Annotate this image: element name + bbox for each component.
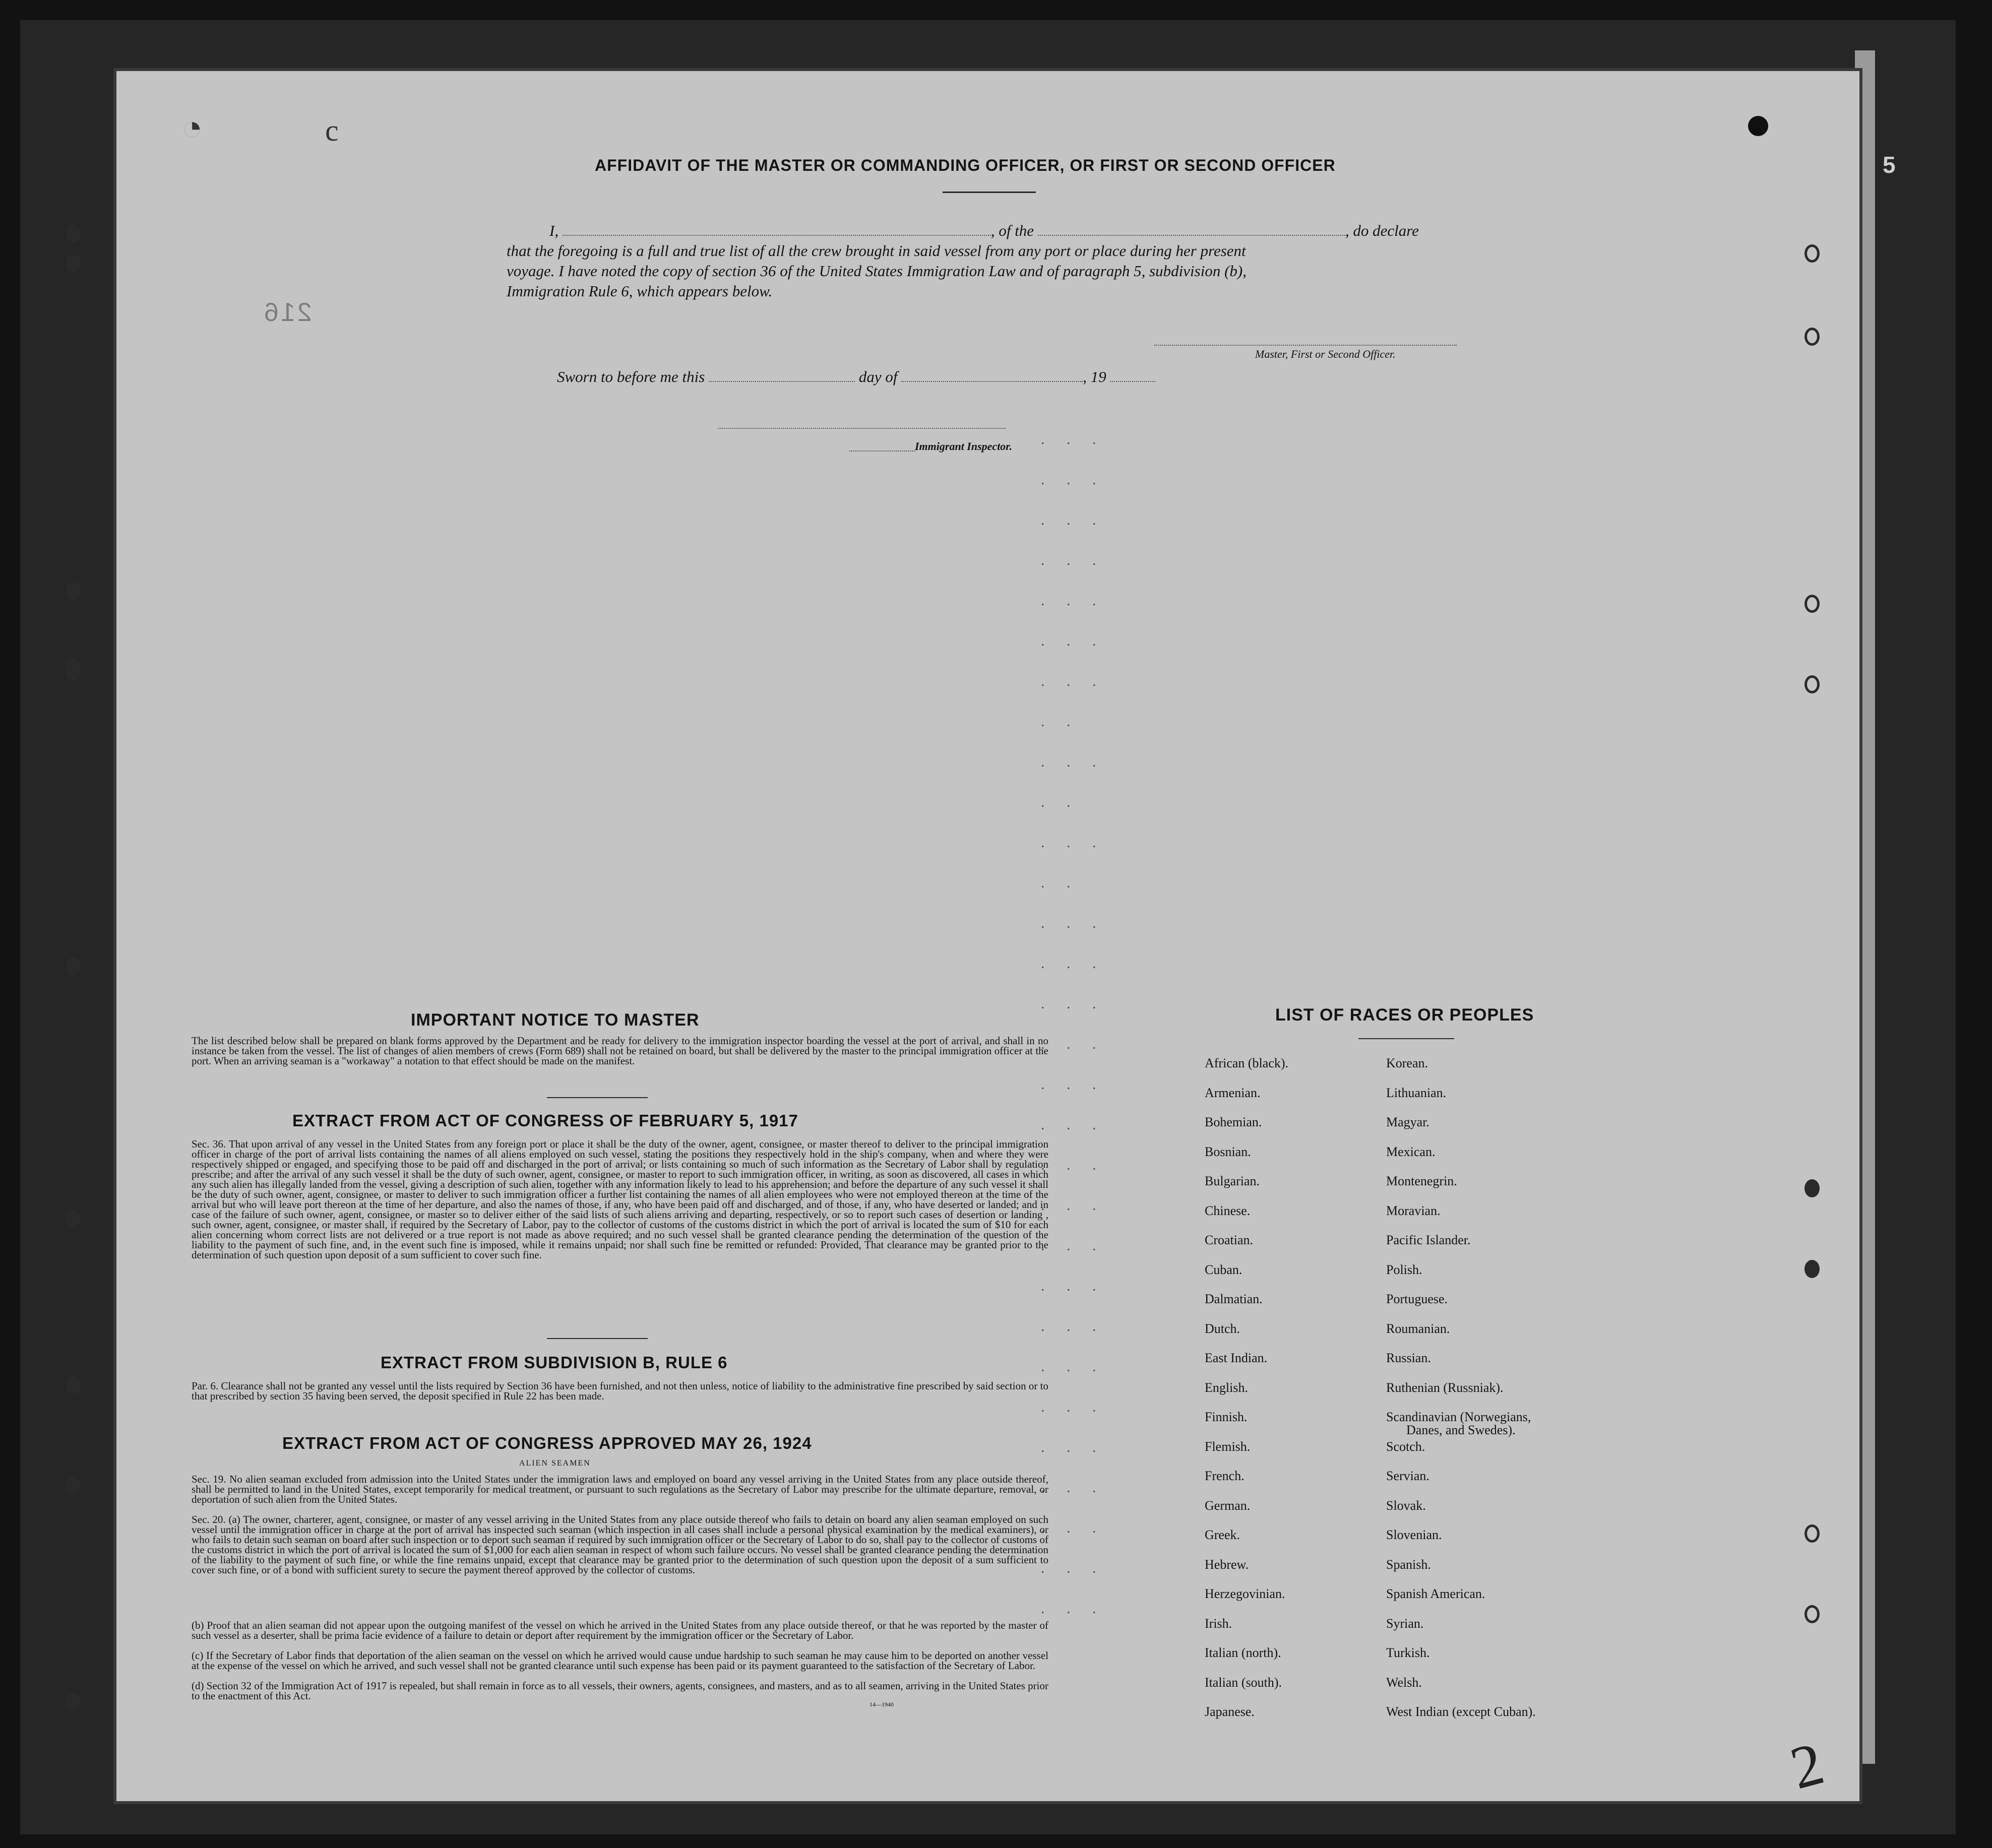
race-item: Flemish. <box>1205 1439 1251 1454</box>
of-the-label: , of the <box>990 222 1034 239</box>
vessel-blank[interactable] <box>1038 223 1345 236</box>
sworn-year-blank[interactable] <box>1110 369 1155 382</box>
race-item: Portuguese. <box>1386 1292 1448 1306</box>
race-item: Spanish. <box>1386 1557 1431 1572</box>
ink-stroke-mark: c <box>325 114 339 147</box>
race-item: African (black). <box>1205 1056 1289 1070</box>
notice-title: IMPORTANT NOTICE TO MASTER <box>411 1010 700 1030</box>
race-item: Armenian. <box>1205 1085 1261 1100</box>
ink-blot-mark: ◔ <box>181 109 203 148</box>
binding-ring <box>1804 244 1820 263</box>
sworn-line <box>557 368 1313 386</box>
corner-number: 5 <box>1883 152 1896 178</box>
extract-1917-text: Sec. 36. That upon arrival of any vessel in the United States from any foreign port or place it shall be the duty of the owner, agent, consignee, or master thereof to deliver to the principal immigration officer in charge of the port of arrival lists containing the names of all aliens employed on such vessel, stating the positions they respectively hold in the ship's company, when and where they were respectively shipped or engaged, and specifying those to be paid off and discharged in the port of arrival; or lists containing so much of such information as the Secretary of Labor shall by regulation prescribe; and after the arrival of any such vessel it shall be the duty of such owner, agent, consignee, or master to report to such immigration officer, in writing, as soon as discovered, all cases in which any such alien has illegally landed from the vessel, giving a description of such alien, together with any information likely to lead to his apprehension; and before the departure of any such vessel it shall be the duty of such owner, agent, consignee, or master to deliver to such immigration officer a further list containing the names of all alien employees who were not employed thereon at the time of the arrival but who will leave port thereon at the time of her departure, and also the names of those, if any, who have been paid off and discharged, and of those, if any, who have deserted or landed; and in case of the failure of such owner, agent, consignee, or master so to deliver either of the said lists of such aliens arriving and departing, respectively, or so to report such cases of desertion or landing , such owner, agent, consignee, or master shall, if required by the Secretary of Labor, pay to the collector of customs of the customs district in which the port of arrival is located the sum of $10 for each alien concerning whom correct lists are not delivered or a true report is not made as above required; and no such vessel shall be granted clearance pending the determination of the question of the liability to the payment of such fine, and, in the event such fine is imposed, while it remains unpaid; nor shall such fine be remitted or refunded: Provided, That clearance may be granted prior to the determination of such question upon deposit of a sum sufficient to cover such fine. <box>192 1138 1048 1261</box>
punch-hole-top-right <box>1748 116 1768 136</box>
race-item: Cuban. <box>1205 1262 1242 1277</box>
declare-label: , do declare <box>1345 222 1419 239</box>
races-title: LIST OF RACES OR PEOPLES <box>1275 1005 1534 1025</box>
mirrored-stamp-number: 216 <box>262 298 312 327</box>
race-item: West Indian (except Cuban). <box>1386 1704 1536 1719</box>
affidavit-line-2: that the foregoing is a full and true list of all the crew brought in said vessel from any port or place during her present <box>507 242 1246 260</box>
binding-hole <box>66 1693 81 1711</box>
race-item: Italian (south). <box>1205 1675 1282 1690</box>
race-item: Moravian. <box>1386 1203 1441 1218</box>
sworn-label: Sworn to before me this <box>557 368 705 386</box>
binding-ring <box>1804 1605 1820 1623</box>
binding-hole <box>66 958 81 976</box>
race-item: French. <box>1205 1469 1244 1483</box>
race-item: Chinese. <box>1205 1203 1251 1218</box>
year-label: , 19 <box>1083 368 1106 386</box>
binding-hole <box>66 1376 81 1394</box>
master-signature-caption: Master, First or Second Officer. <box>1255 348 1396 360</box>
binding-ring <box>1804 1524 1820 1543</box>
affidavit-i-label: I, <box>549 222 559 239</box>
race-item: Ruthenian (Russniak). <box>1386 1380 1504 1395</box>
binding-hole <box>66 1209 81 1228</box>
race-item: Pacific Islander. <box>1386 1233 1471 1247</box>
race-item: Welsh. <box>1386 1675 1422 1690</box>
race-item: Lithuanian. <box>1386 1085 1447 1100</box>
race-item: English. <box>1205 1380 1248 1395</box>
binding-ring <box>1804 595 1820 613</box>
name-blank[interactable] <box>563 223 991 236</box>
sec20d-text: (d) Section 32 of the Immigration Act of 1917 is repealed, but shall remain in force as to all vessels, their owners, agents, consignees, and masters, and as to all seamen, arriving in the United States prior to the enactment of this Act. <box>192 1680 1048 1702</box>
race-item: Slovak. <box>1386 1498 1426 1513</box>
sec19-text: Sec. 19. No alien seaman excluded from admission into the United States under the immigration laws and employed on board any vessel arriving in the United States from any place outside thereof, shall be permitted to land in the United States, except temporarily for medical treatment, or pursuant to such regulations as the Secretary of Labor may prescribe for the ultimate departure, removal, or deportation of such alien from the United States. <box>192 1473 1048 1505</box>
form-number: 14—1940 <box>869 1701 894 1708</box>
sec20a-text: Sec. 20. (a) The owner, charterer, agent, consignee, or master of any vessel arriving in the United States from any place outside thereof who fails to detain on board any alien seaman employed on such vessel until the immigration officer in charge at the port of arrival has inspected such seaman (which inspection in all cases shall include a personal physical examination by the medical examiners), or who fails to detain such seaman on board after such inspection or to deport such seaman if required by such immigration officer or the Secretary of Labor to do so, shall pay to the collector of customs of the customs district in which the port of arrival is located the sum of $1,000 for each alien seaman in respect of whom such failure occurs. No vessel shall be granted clearance pending the determination of the liability to the payment of such fine, or while the fine remains unpaid, except that clearance may be granted prior to the determination of such question upon the deposit of a sum sufficient to cover such fine, or of a bond with sufficient surety to secure the payment thereof approved by the collector of customs. <box>192 1513 1048 1576</box>
sworn-day-blank[interactable] <box>709 369 855 382</box>
binding-hole <box>66 224 81 242</box>
race-item: Japanese. <box>1205 1704 1255 1719</box>
binding-ring <box>1804 675 1820 693</box>
binding-hole <box>66 663 81 681</box>
sec20c-text: (c) If the Secretary of Labor finds that deportation of the alien seaman on the vessel on which he arrived would cause undue hardship to such seaman he may cause him to be deported on another vessel at the expense of the vessel on which he arrived, and such vessel shall not be granted clearance until such expense has been paid or its payment guaranteed to the satisfaction of the Secretary of Labor. <box>192 1649 1048 1672</box>
race-item: Bulgarian. <box>1205 1174 1260 1188</box>
extract-1917-title: EXTRACT FROM ACT OF CONGRESS OF FEBRUARY 5, 1917 <box>292 1111 798 1130</box>
inspector-lead-dots <box>849 438 915 452</box>
race-item: Polish. <box>1386 1262 1422 1277</box>
inspector-caption: Immigrant Inspector. <box>915 440 1013 453</box>
race-item: Servian. <box>1386 1469 1429 1483</box>
notice-text: The list described below shall be prepared on blank forms approved by the Department and be ready for delivery to the immigration inspector boarding the vessel at the port of arrival, and shall in no instance be taken from the vessel. The list of changes of alien members of crews (Form 689) shall not be retained on board, but shall be delivered by the master to the principal immigration officer at the port. When an arriving seaman is a "workaway" a notation to that effect should be made on the manifest. <box>192 1035 1048 1067</box>
inspector-signature-line[interactable] <box>718 416 1006 429</box>
extract-rule6-title: EXTRACT FROM SUBDIVISION B, RULE 6 <box>381 1353 728 1372</box>
master-signature-line[interactable] <box>1154 333 1457 346</box>
race-item: Russian. <box>1386 1351 1431 1365</box>
race-item: Finnish. <box>1205 1410 1248 1424</box>
extract-rule6-text: Par. 6. Clearance shall not be granted any vessel until the lists required by Section 36 have been furnished, and not then unless, notice of liability to the administrative fine prescribed by said section or to that prescribed by section 35 having been served, the deposit specified in Rule 22 has been made. <box>192 1380 1048 1402</box>
race-item: Montenegrin. <box>1386 1174 1457 1188</box>
affidavit-line-4: Immigration Rule 6, which appears below. <box>507 282 773 300</box>
binding-ring <box>1804 328 1820 346</box>
affidavit-line-3: voyage. I have noted the copy of section 36 of the United States Immigration Law and of paragraph 5, subdivision (b), <box>507 262 1247 280</box>
race-item: Greek. <box>1205 1527 1240 1542</box>
document-page <box>113 68 1862 1804</box>
race-item: Hebrew. <box>1205 1557 1249 1572</box>
affidavit-title: AFFIDAVIT OF THE MASTER OR COMMANDING OFFICER, OR FIRST OR SECOND OFFICER <box>595 156 1336 174</box>
binding-hole <box>66 1477 81 1495</box>
section-rule <box>547 1097 648 1098</box>
affidavit-line-1 <box>549 222 1517 240</box>
day-of-label: day of <box>858 368 898 386</box>
binding-hole <box>1804 1179 1820 1197</box>
race-item: Magyar. <box>1386 1115 1429 1129</box>
race-item: German. <box>1205 1498 1251 1513</box>
binding-hole <box>66 582 81 600</box>
race-item: Dutch. <box>1205 1321 1240 1336</box>
race-item: Danes, and Swedes). <box>1406 1423 1516 1437</box>
binding-hole <box>66 254 81 273</box>
handwritten-mark: 2 <box>1783 1729 1831 1802</box>
race-item: Korean. <box>1386 1056 1428 1070</box>
race-item: Slovenian. <box>1386 1527 1442 1542</box>
title-rule <box>943 192 1036 193</box>
race-item: Italian (north). <box>1205 1645 1281 1660</box>
extract-1924-title: EXTRACT FROM ACT OF CONGRESS APPROVED MAY 26, 1924 <box>282 1434 812 1452</box>
race-item: Scandinavian (Norwegians, <box>1386 1410 1531 1424</box>
race-item: Syrian. <box>1386 1616 1424 1631</box>
race-item: East Indian. <box>1205 1351 1268 1365</box>
race-item: Spanish American. <box>1386 1586 1485 1601</box>
race-item: Roumanian. <box>1386 1321 1450 1336</box>
sec20b-text: (b) Proof that an alien seaman did not appear upon the outgoing manifest of the vessel on which he arrived in the United States from any place outside thereof, or that he was reported by the master of such vessel as a deserter, shall be prima facie evidence of a failure to detain or deport after requirement by the immigration officer or the Secretary of Labor. <box>192 1619 1048 1641</box>
binding-hole <box>1804 1260 1820 1278</box>
race-item: Turkish. <box>1386 1645 1430 1660</box>
race-item: Bosnian. <box>1205 1144 1251 1159</box>
races-title-rule <box>1358 1038 1454 1039</box>
sworn-month-blank[interactable] <box>901 369 1083 382</box>
alien-seamen-subtitle: ALIEN SEAMEN <box>519 1459 591 1468</box>
column-alignment-dots: . . . . . . . . . . . . . . . . . . . . . . . . . . . . . . . . . . . . . . . . . . . . . . . . . . . . . . . . . . . . . . . . . . . . . . . . . . . . . . . . . . . . . . . <box>1041 431 1105 1617</box>
race-item: Croatian. <box>1205 1233 1254 1247</box>
race-item: Scotch. <box>1386 1439 1425 1454</box>
race-item: Irish. <box>1205 1616 1232 1631</box>
race-item: Dalmatian. <box>1205 1292 1263 1306</box>
race-item: Bohemian. <box>1205 1115 1262 1129</box>
race-item: Mexican. <box>1386 1144 1436 1159</box>
race-item: Herzegovinian. <box>1205 1586 1285 1601</box>
section-rule <box>547 1338 648 1339</box>
